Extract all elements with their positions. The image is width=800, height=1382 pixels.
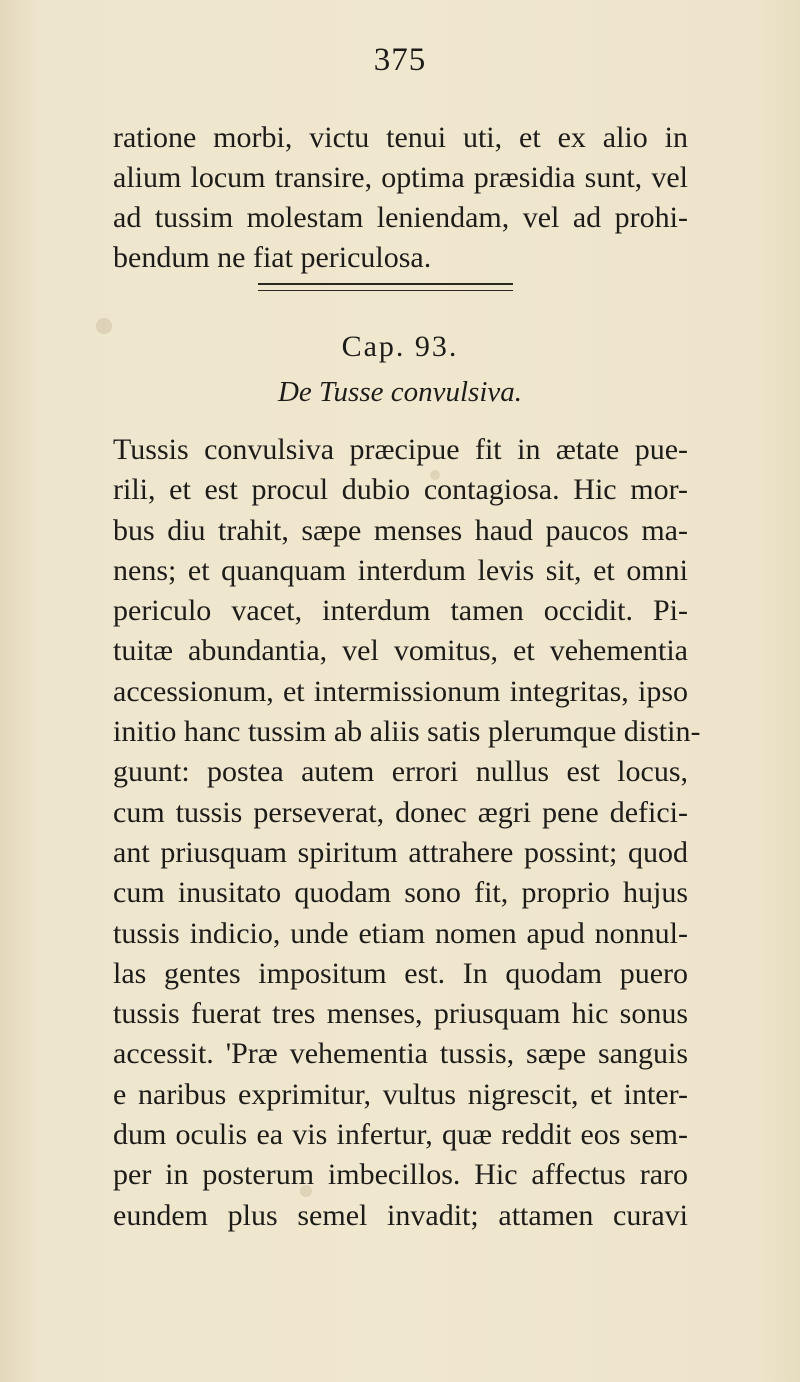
section-divider [258,283,513,291]
text-line: bus diu trahit, sæpe menses haud paucos ma- [113,513,688,547]
chapter-heading: Cap. 93. [341,330,459,363]
text-line: bendum ne fiat periculosa. [113,241,432,274]
text-line: las gentes impositum est. In quodam puero [113,956,688,990]
text-line: eundem plus semel invadit; attamen curavi [113,1198,688,1232]
text-line: dum oculis ea vis infertur, quæ reddit eos sem- [113,1118,688,1152]
top-paragraph [113,118,688,278]
main-paragraph [113,430,701,1236]
text-line: e naribus exprimitur, vultus nigrescit, et inter- [113,1077,688,1111]
text-line: nens; et quanquam interdum levis sit, et omni [113,553,688,587]
chapter-subtitle: De Tusse convulsiva. [277,376,523,408]
text-line: cum tussis perseverat, donec ægri pene defici- [113,795,688,829]
text-line: tuitæ abundantia, vel vomitus, et vehementia [113,634,688,668]
text-line: rili, et est procul dubio contagiosa. Hic mor- [113,473,688,507]
text-line: cum inusitato quodam sono fit, proprio hujus [113,876,688,910]
text-line: periculo vacet, interdum tamen occidit. Pi- [113,594,688,628]
text-line: alium locum transire, optima præsidia sunt, vel [113,161,688,194]
text-line: accessionum, et intermissionum integritas, ipso [113,674,688,708]
text-line: ratione morbi, victu tenui uti, et ex alio in [113,121,688,154]
text-line: accessit. 'Præ vehementia tussis, sæpe sanguis [113,1037,688,1071]
text-line: per in posterum imbecillos. Hic affectus raro [113,1158,688,1192]
text-line: tussis fuerat tres menses, priusquam hic sonus [113,997,688,1031]
text-line: ant priusquam spiritum attrahere possint; quod [113,835,688,869]
text-line: tussis indicio, unde etiam nomen apud nonnul- [113,916,688,950]
page-number: 375 [373,42,427,78]
text-line: initio hanc tussim ab aliis satis plerumque distin- [113,715,701,749]
text-line: Tussis convulsiva præcipue fit in ætate pue- [113,433,688,466]
text-line: guunt: postea autem errori nullus est locus, [113,755,688,789]
text-line: ad tussim molestam leniendam, vel ad prohi- [113,201,688,234]
